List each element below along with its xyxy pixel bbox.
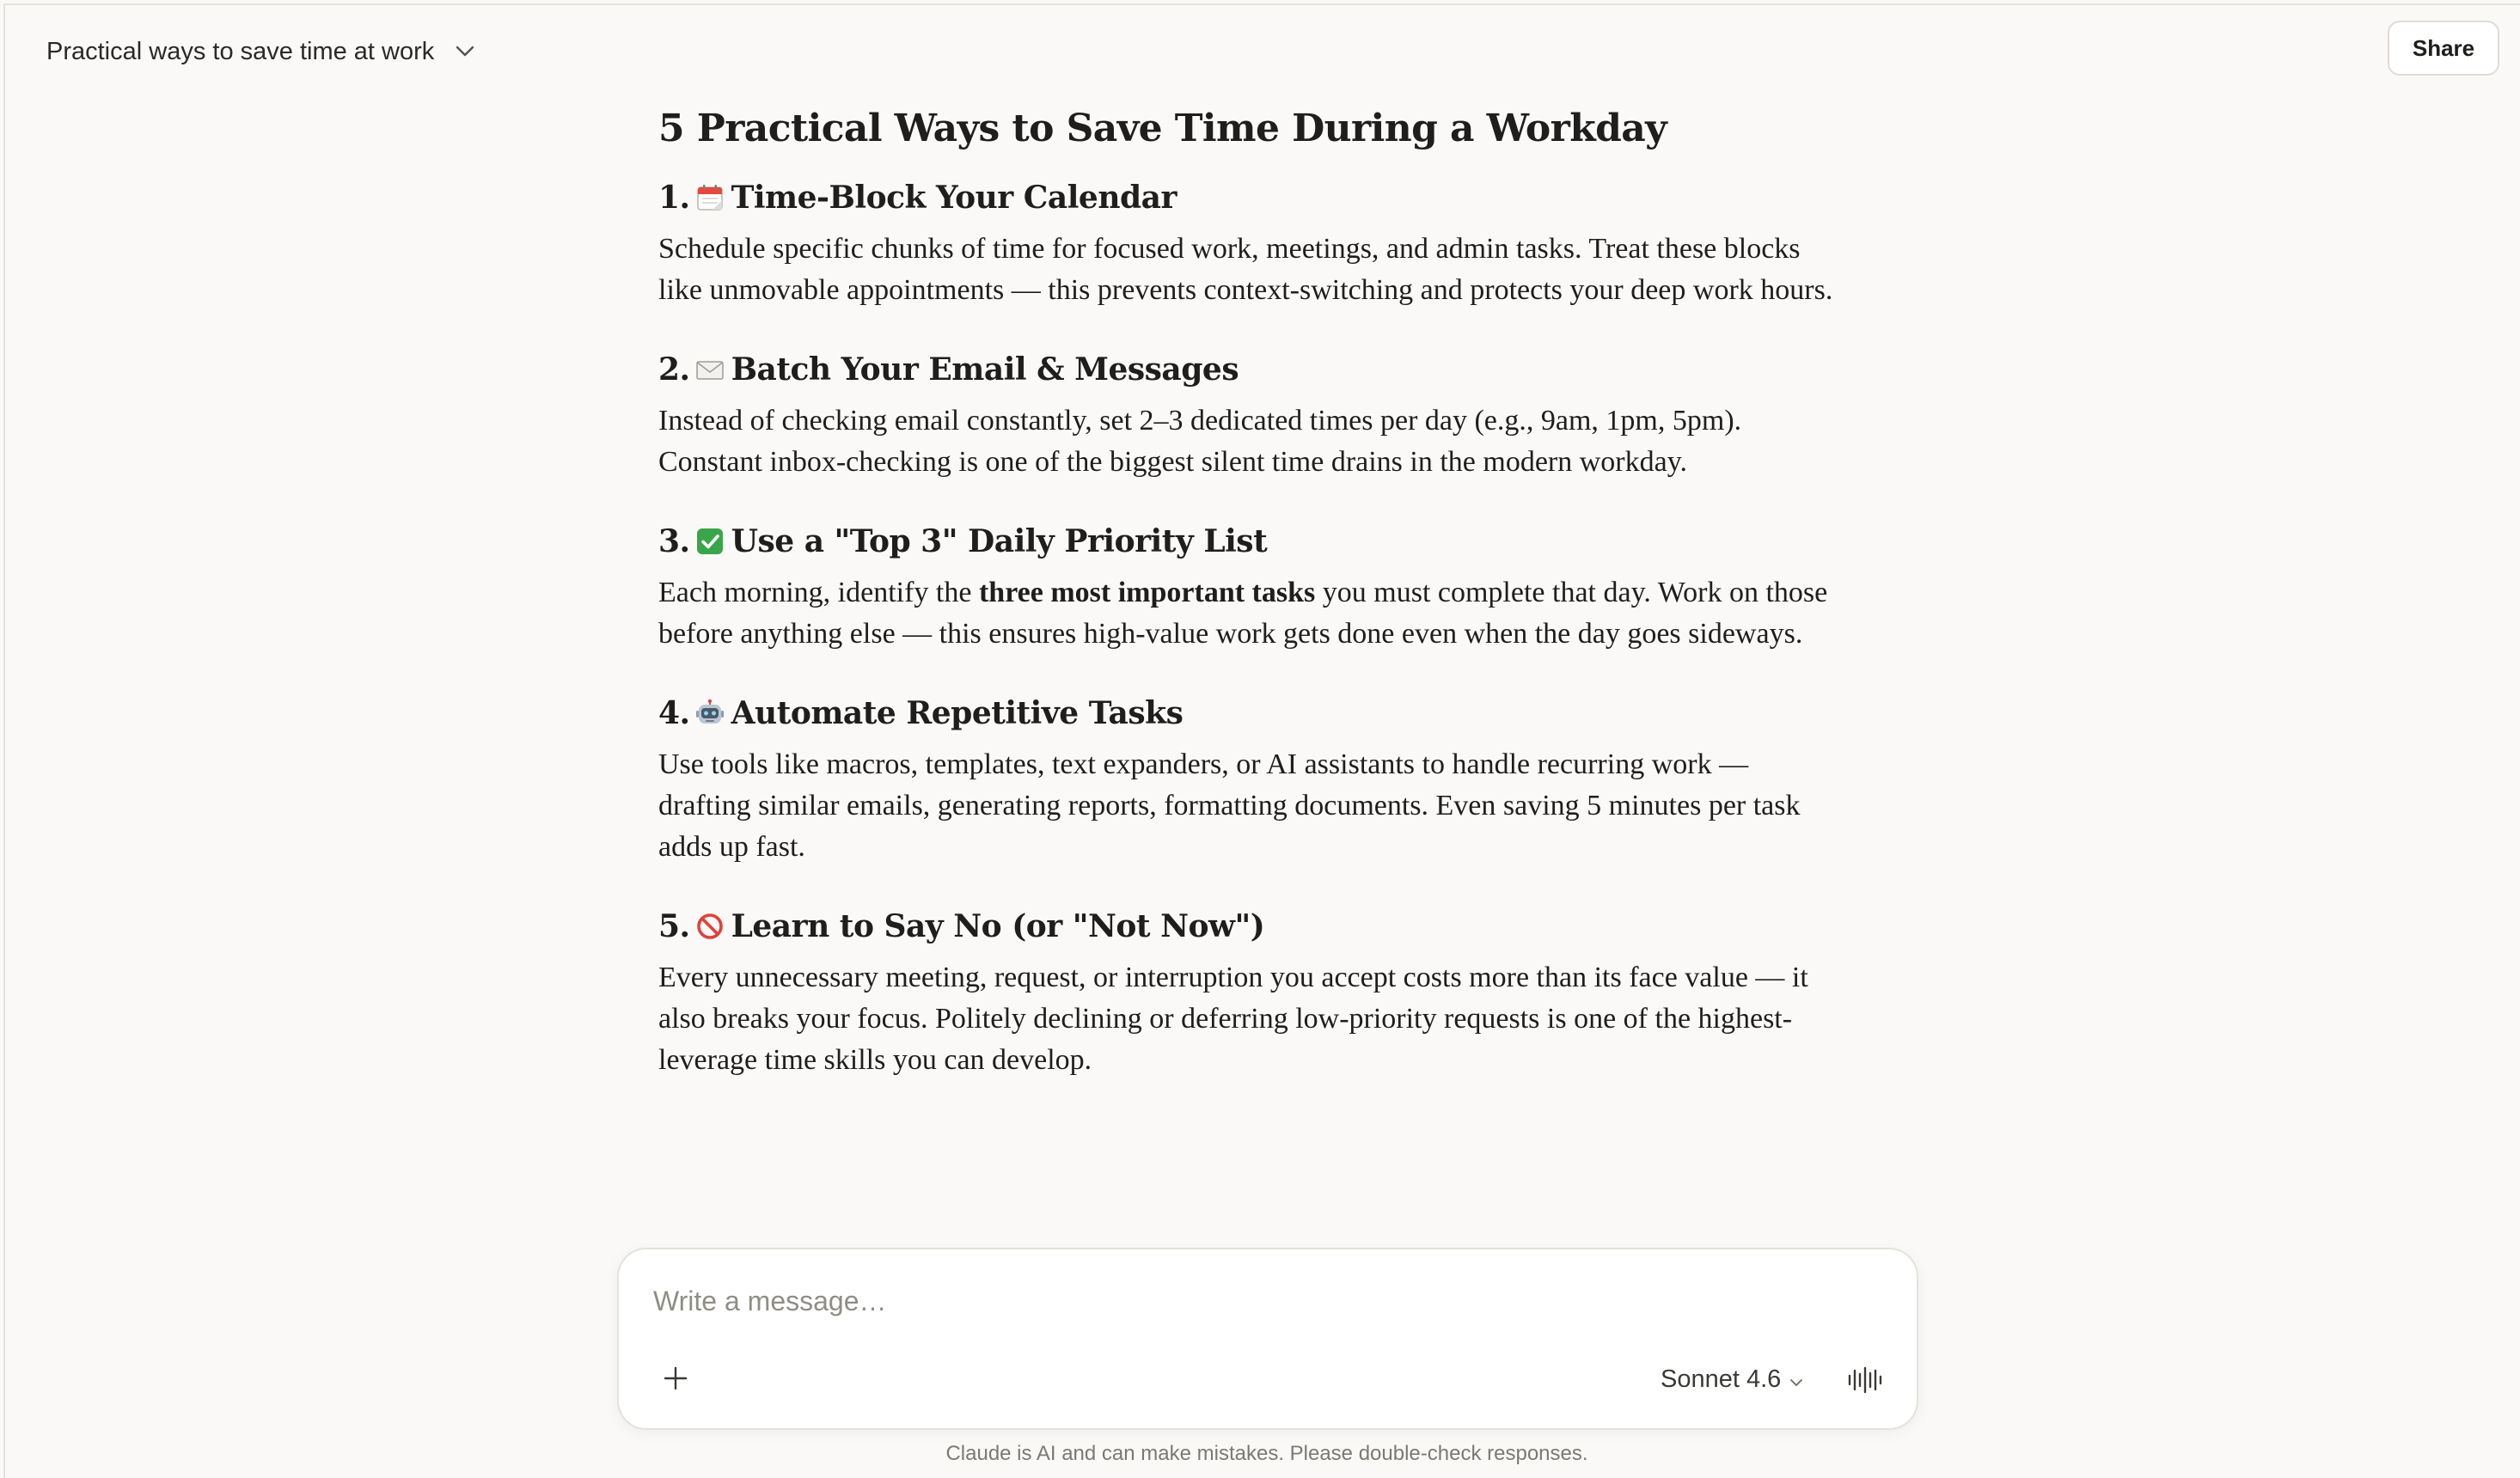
app-window xyxy=(3,3,2520,1478)
section-number: 5. xyxy=(658,908,690,944)
section-heading xyxy=(658,519,1844,564)
section-title: Time-Block Your Calendar xyxy=(731,180,1177,216)
section-say-no xyxy=(658,904,1844,1081)
chevron-down-icon xyxy=(453,40,477,64)
model-selector[interactable] xyxy=(1661,1358,1803,1401)
robot-icon xyxy=(694,697,726,730)
body-text: Each morning, identify the xyxy=(658,577,979,608)
check-mark-icon xyxy=(694,525,726,558)
disclaimer-text: Claude is AI and can make mistakes. Please double-check responses. xyxy=(945,1442,1588,1465)
top-bar xyxy=(5,5,2520,95)
envelope-icon xyxy=(694,353,726,386)
section-heading xyxy=(658,904,1844,949)
section-title: Learn to Say No (or "Not Now") xyxy=(731,908,1265,944)
plus-icon xyxy=(663,1365,688,1391)
section-number: 3. xyxy=(658,523,690,559)
section-body: Schedule specific chunks of time for focused work, meetings, and admin tasks. Treat these blocks like unmovable appointments — this prevents context-switching and protects your deep work hours. xyxy=(658,233,1833,306)
section-top-3 xyxy=(658,519,1844,655)
body-text: you must complete that day. Work on those before anything else — this ensures high-value work gets done even when the day goes sideways. xyxy=(658,577,1828,650)
add-attachment-button[interactable] xyxy=(651,1354,700,1402)
section-number: 4. xyxy=(658,695,690,731)
calendar-icon xyxy=(694,181,726,214)
no-entry-icon xyxy=(694,910,726,943)
section-body xyxy=(658,572,1836,655)
waveform-icon xyxy=(1846,1365,1884,1395)
assistant-message xyxy=(658,101,1844,1117)
bold-text: three most important tasks xyxy=(978,577,1316,608)
voice-mode-button[interactable] xyxy=(1839,1356,1891,1404)
section-body: Instead of checking email constantly, set 2–3 dedicated times per day (e.g., 9am, 1pm, 5pm). Constant inbox-checking is one of the biggest silent time drains in the modern workday. xyxy=(658,405,1742,478)
section-automate xyxy=(658,691,1844,868)
section-heading xyxy=(658,347,1844,392)
share-button[interactable]: Share xyxy=(2388,21,2499,76)
section-title: Use a "Top 3" Daily Priority List xyxy=(731,523,1268,559)
section-heading xyxy=(658,175,1844,220)
section-number: 1. xyxy=(658,180,690,216)
section-number: 2. xyxy=(658,351,690,388)
conversation-title-menu[interactable] xyxy=(46,29,477,74)
section-batch-email xyxy=(658,347,1844,483)
chevron-down-icon xyxy=(1789,1365,1803,1394)
section-time-block xyxy=(658,175,1844,311)
section-body: Every unnecessary meeting, request, or interruption you accept costs more than its face value — it also breaks your focus. Politely declining or deferring low-priority requests is one of the highest-leverage time skills you can develop. xyxy=(658,962,1808,1076)
model-label: Sonnet 4.6 xyxy=(1661,1365,1782,1393)
conversation-title: Practical ways to save time at work xyxy=(46,37,435,65)
section-heading xyxy=(658,691,1844,736)
message-input[interactable] xyxy=(653,1277,1874,1325)
section-body: Use tools like macros, templates, text expanders, or AI assistants to handle recurring work — drafting similar emails, generating reports, formatting documents. Even saving 5 minutes per task adds up fast. xyxy=(658,748,1801,863)
section-title: Batch Your Email & Messages xyxy=(731,351,1239,388)
message-composer xyxy=(617,1248,1918,1430)
section-title: Automate Repetitive Tasks xyxy=(731,695,1184,731)
document-title: 5 Practical Ways to Save Time During a Workday xyxy=(658,107,1667,150)
